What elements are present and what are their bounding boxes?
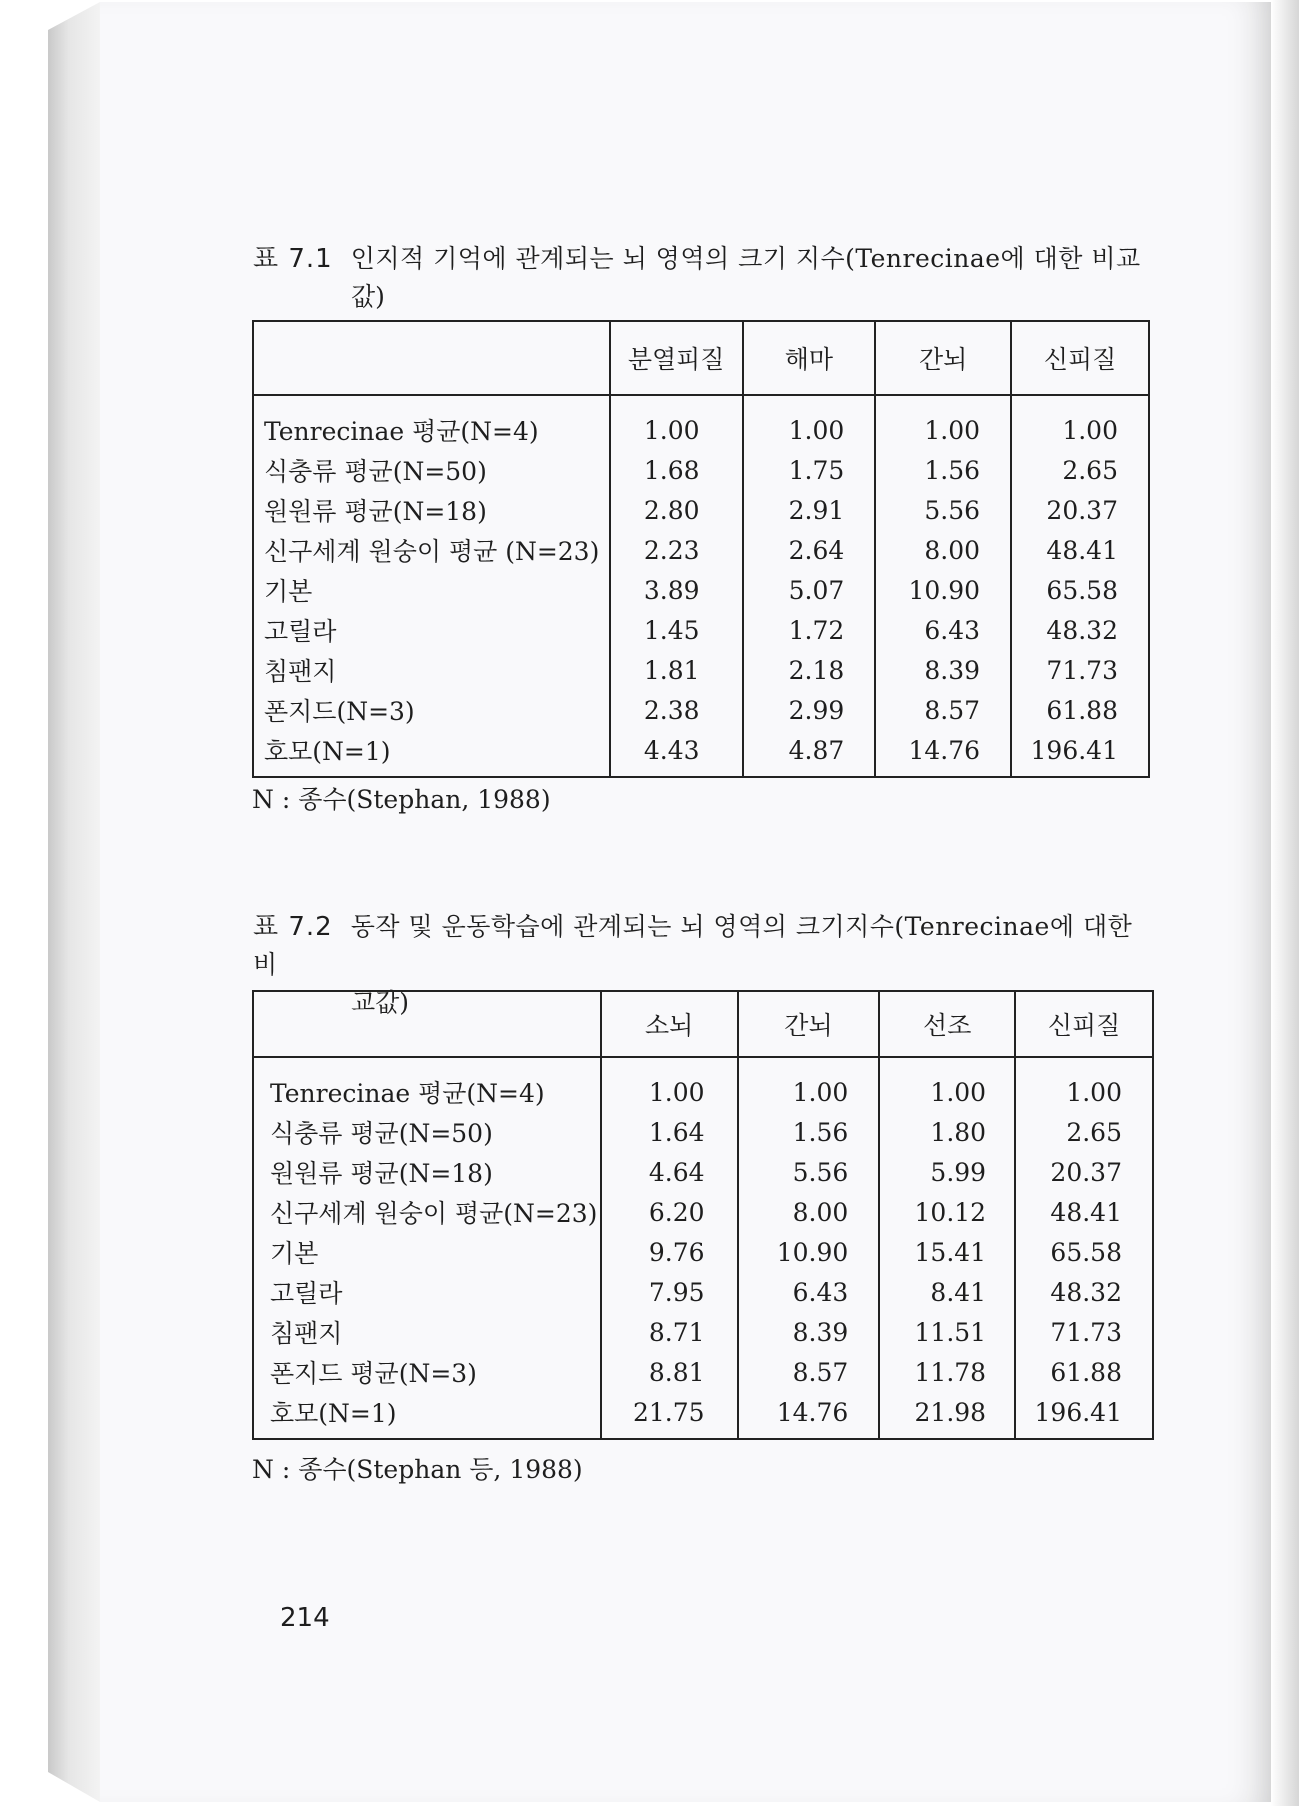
cell-value: 4.64 xyxy=(601,1152,738,1192)
row-label: 침팬지 xyxy=(253,1312,601,1352)
table2-note: N : 종수(Stephan 등, 1988) xyxy=(252,1455,583,1484)
cell-value: 1.00 xyxy=(879,1057,1015,1112)
table-row xyxy=(253,1272,1153,1312)
table1-header-row xyxy=(253,321,1149,395)
cell-value: 8.00 xyxy=(738,1192,880,1232)
table-row xyxy=(253,1232,1153,1272)
table1-note: N : 종수(Stephan, 1988) xyxy=(252,785,551,814)
table1-caption-line2: 값) xyxy=(351,282,385,311)
cell-value: 65.58 xyxy=(1011,570,1149,610)
cell-value: 61.88 xyxy=(1015,1352,1153,1392)
cell-value: 11.51 xyxy=(879,1312,1015,1352)
row-label: 폰지드 평균(N=3) xyxy=(253,1352,601,1392)
table1-caption xyxy=(253,240,1153,316)
cell-value: 10.90 xyxy=(738,1232,880,1272)
table-row xyxy=(253,1057,1153,1112)
row-label: 원원류 평균(N=18) xyxy=(253,1152,601,1192)
row-label: 식충류 평균(N=50) xyxy=(253,1112,601,1152)
cell-value: 11.78 xyxy=(879,1352,1015,1392)
cell-value: 8.81 xyxy=(601,1352,738,1392)
table2-header-blank xyxy=(253,991,601,1057)
table1-header-1: 해마 xyxy=(743,321,876,395)
cell-value: 2.64 xyxy=(743,530,876,570)
row-label: Tenrecinae 평균(N=4) xyxy=(253,1057,601,1112)
table-row xyxy=(253,1312,1153,1352)
cell-value: 196.41 xyxy=(1015,1392,1153,1439)
cell-value: 6.43 xyxy=(738,1272,880,1312)
cell-value: 10.90 xyxy=(875,570,1011,610)
table-row xyxy=(253,690,1149,730)
table-row xyxy=(253,1352,1153,1392)
cell-value: 8.57 xyxy=(738,1352,880,1392)
cell-value: 1.00 xyxy=(743,395,876,450)
cell-value: 14.76 xyxy=(875,730,1011,777)
cell-value: 8.39 xyxy=(738,1312,880,1352)
cell-value: 5.07 xyxy=(743,570,876,610)
cell-value: 1.75 xyxy=(743,450,876,490)
table2-header-row xyxy=(253,991,1153,1057)
table1-header-blank xyxy=(253,321,610,395)
row-label: 고릴라 xyxy=(253,1272,601,1312)
table2-caption-line1: 동작 및 운동학습에 관계되는 뇌 영역의 크기지수(Tenrecinae에 대한 비 xyxy=(253,912,1133,979)
cell-value: 1.00 xyxy=(738,1057,880,1112)
table2-caption-line2: 교값) xyxy=(351,988,410,1017)
cell-value: 65.58 xyxy=(1015,1232,1153,1272)
cell-value: 196.41 xyxy=(1011,730,1149,777)
cell-value: 1.00 xyxy=(1015,1057,1153,1112)
cell-value: 9.76 xyxy=(601,1232,738,1272)
cell-value: 8.39 xyxy=(875,650,1011,690)
table2-header-0: 소뇌 xyxy=(601,991,738,1057)
page-number: 214 xyxy=(280,1603,330,1633)
cell-value: 1.45 xyxy=(610,610,743,650)
row-label: 호모(N=1) xyxy=(253,1392,601,1439)
cell-value: 8.41 xyxy=(879,1272,1015,1312)
table-row xyxy=(253,1392,1153,1439)
cell-value: 2.18 xyxy=(743,650,876,690)
row-label: 침팬지 xyxy=(253,650,610,690)
table1-caption-line1: 인지적 기억에 관계되는 뇌 영역의 크기 지수(Tenrecinae에 대한 비교 xyxy=(350,244,1141,273)
cell-value: 15.41 xyxy=(879,1232,1015,1272)
table2-header-2: 선조 xyxy=(879,991,1015,1057)
table-row xyxy=(253,490,1149,530)
table1-header-2: 간뇌 xyxy=(875,321,1011,395)
cell-value: 21.98 xyxy=(879,1392,1015,1439)
cell-value: 1.68 xyxy=(610,450,743,490)
table-row xyxy=(253,1112,1153,1152)
cell-value: 2.99 xyxy=(743,690,876,730)
row-label: 폰지드(N=3) xyxy=(253,690,610,730)
cell-value: 4.43 xyxy=(610,730,743,777)
cell-value: 2.80 xyxy=(610,490,743,530)
table1-header-0: 분열피질 xyxy=(610,321,743,395)
cell-value: 20.37 xyxy=(1015,1152,1153,1192)
table-row xyxy=(253,395,1149,450)
table-row xyxy=(253,1152,1153,1192)
row-label: 원원류 평균(N=18) xyxy=(253,490,610,530)
cell-value: 5.56 xyxy=(875,490,1011,530)
cell-value: 71.73 xyxy=(1011,650,1149,690)
table1-header-3: 신피질 xyxy=(1011,321,1149,395)
cell-value: 5.56 xyxy=(738,1152,880,1192)
cell-value: 2.65 xyxy=(1015,1112,1153,1152)
row-label: Tenrecinae 평균(N=4) xyxy=(253,395,610,450)
row-label: 기본 xyxy=(253,1232,601,1272)
table-row xyxy=(253,610,1149,650)
book-spine xyxy=(48,2,100,1802)
cell-value: 2.65 xyxy=(1011,450,1149,490)
table-row xyxy=(253,450,1149,490)
cell-value: 2.91 xyxy=(743,490,876,530)
cell-value: 8.57 xyxy=(875,690,1011,730)
table-row xyxy=(253,730,1149,777)
cell-value: 2.38 xyxy=(610,690,743,730)
table-row xyxy=(253,530,1149,570)
row-label: 신구세계 원숭이 평균 (N=23) xyxy=(253,530,610,570)
table-row xyxy=(253,650,1149,690)
cell-value: 2.23 xyxy=(610,530,743,570)
table1 xyxy=(252,320,1150,778)
cell-value: 1.81 xyxy=(610,650,743,690)
table1-number: 표 7.1 xyxy=(253,244,333,274)
cell-value: 1.80 xyxy=(879,1112,1015,1152)
cell-value: 8.00 xyxy=(875,530,1011,570)
row-label: 고릴라 xyxy=(253,610,610,650)
cell-value: 71.73 xyxy=(1015,1312,1153,1352)
cell-value: 48.32 xyxy=(1015,1272,1153,1312)
cell-value: 7.95 xyxy=(601,1272,738,1312)
cell-value: 1.56 xyxy=(738,1112,880,1152)
cell-value: 14.76 xyxy=(738,1392,880,1439)
cell-value: 20.37 xyxy=(1011,490,1149,530)
table2-number: 표 7.2 xyxy=(253,912,333,942)
cell-value: 48.32 xyxy=(1011,610,1149,650)
row-label: 기본 xyxy=(253,570,610,610)
cell-value: 4.87 xyxy=(743,730,876,777)
table-row xyxy=(253,1192,1153,1232)
table2 xyxy=(252,990,1154,1440)
cell-value: 1.00 xyxy=(875,395,1011,450)
cell-value: 6.20 xyxy=(601,1192,738,1232)
row-label: 호모(N=1) xyxy=(253,730,610,777)
cell-value: 8.71 xyxy=(601,1312,738,1352)
cell-value: 6.43 xyxy=(875,610,1011,650)
table2-header-3: 신피질 xyxy=(1015,991,1153,1057)
cell-value: 10.12 xyxy=(879,1192,1015,1232)
cell-value: 1.56 xyxy=(875,450,1011,490)
row-label: 식충류 평균(N=50) xyxy=(253,450,610,490)
row-label: 신구세계 원숭이 평균(N=23) xyxy=(253,1192,601,1232)
cell-value: 3.89 xyxy=(610,570,743,610)
cell-value: 61.88 xyxy=(1011,690,1149,730)
table2-header-1: 간뇌 xyxy=(738,991,880,1057)
page-edge xyxy=(1271,0,1299,1806)
cell-value: 48.41 xyxy=(1011,530,1149,570)
cell-value: 1.64 xyxy=(601,1112,738,1152)
cell-value: 1.72 xyxy=(743,610,876,650)
table-row xyxy=(253,570,1149,610)
cell-value: 48.41 xyxy=(1015,1192,1153,1232)
cell-value: 21.75 xyxy=(601,1392,738,1439)
cell-value: 1.00 xyxy=(610,395,743,450)
cell-value: 1.00 xyxy=(601,1057,738,1112)
cell-value: 1.00 xyxy=(1011,395,1149,450)
cell-value: 5.99 xyxy=(879,1152,1015,1192)
